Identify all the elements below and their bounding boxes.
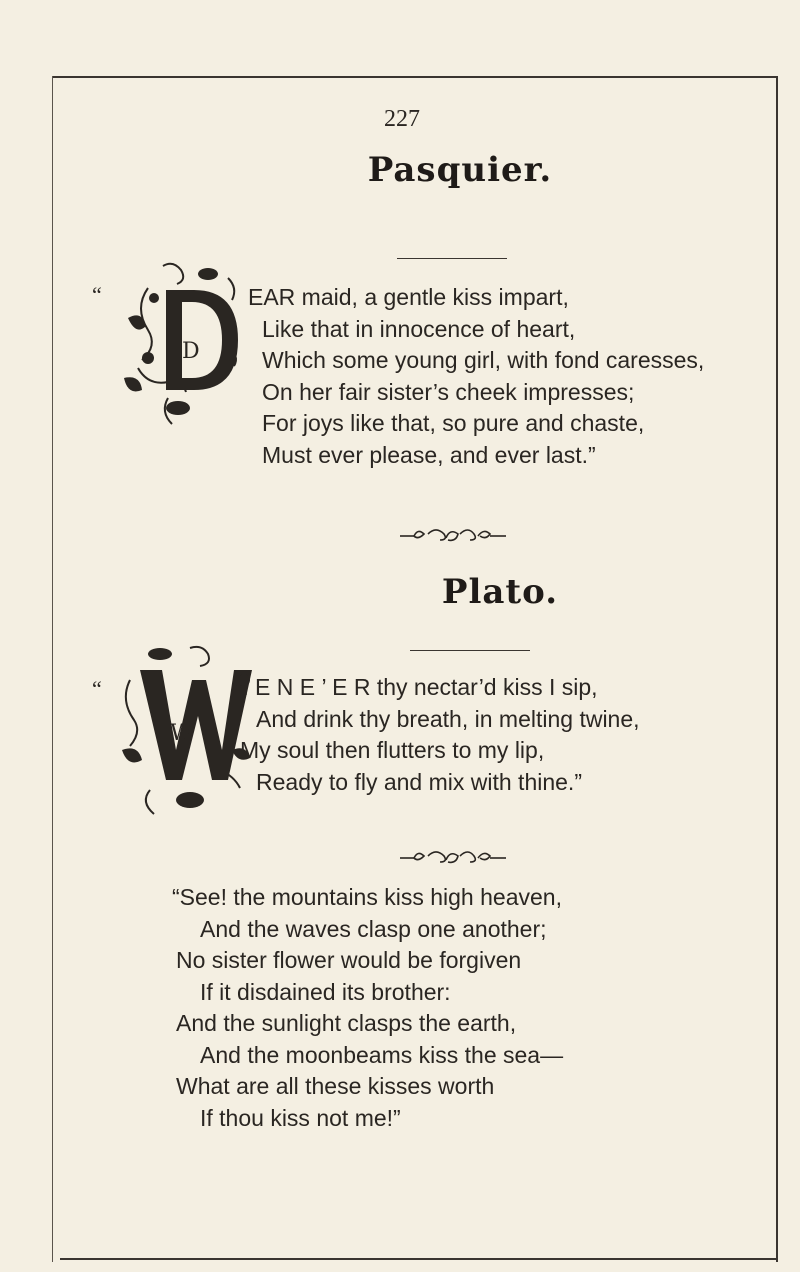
frame-left-border — [52, 76, 53, 1262]
open-quote: “ — [92, 282, 102, 307]
poem-line: H E N E ’ E R thy nectar’d kiss I sip, — [232, 674, 598, 700]
poem-line: And the waves clasp one another; — [200, 915, 547, 942]
frame-top-border — [52, 76, 778, 78]
poem-line: Which some young girl, with fond caresses, — [262, 347, 705, 373]
poem-line: Ready to fly and mix with thine.” — [256, 768, 582, 795]
poem-line: If thou kiss not me!” — [200, 1104, 401, 1131]
heading-rule — [410, 650, 530, 651]
poem-line: EAR maid, a gentle kiss impart, — [248, 284, 569, 310]
poem-line: What are all these kisses worth — [176, 1073, 495, 1099]
section-heading-pasquier: Pasquier. — [367, 150, 553, 190]
poem-line: And the sunlight clasps the earth, — [176, 1010, 517, 1036]
poem-line: For joys like that, so pure and chaste, — [262, 410, 645, 436]
poem-line: And the moonbeams kiss the sea— — [200, 1041, 564, 1068]
poem-pasquier — [230, 282, 704, 471]
heading-rule — [397, 258, 507, 259]
poem-line: And drink thy breath, in melting twine, — [256, 705, 640, 732]
poem-plato — [232, 672, 640, 798]
open-quote: “ — [92, 676, 102, 701]
poem-line: My soul then flutters to my lip, — [240, 737, 545, 763]
poem-line: On her fair sister’s cheek impresses; — [262, 378, 635, 405]
poem-line: If it disdained its brother: — [200, 978, 451, 1005]
poem-line: Must ever please, and ever last.” — [262, 441, 596, 468]
ornamental-divider — [398, 524, 508, 546]
frame-bottom-border — [60, 1258, 776, 1260]
section-heading-plato: Plato. — [441, 572, 559, 612]
poem-line: Like that in innocence of heart, — [262, 315, 576, 342]
drop-cap-letter: W — [170, 721, 193, 746]
page-number: 227 — [384, 106, 420, 132]
poem-untitled — [172, 882, 563, 1134]
ornamental-divider — [398, 846, 508, 868]
frame-right-border — [776, 76, 778, 1262]
poem-line: “See! the mountains kiss high heaven, — [172, 884, 562, 910]
drop-cap-letter: D — [182, 339, 200, 364]
poem-line: No sister flower would be forgiven — [176, 947, 522, 973]
